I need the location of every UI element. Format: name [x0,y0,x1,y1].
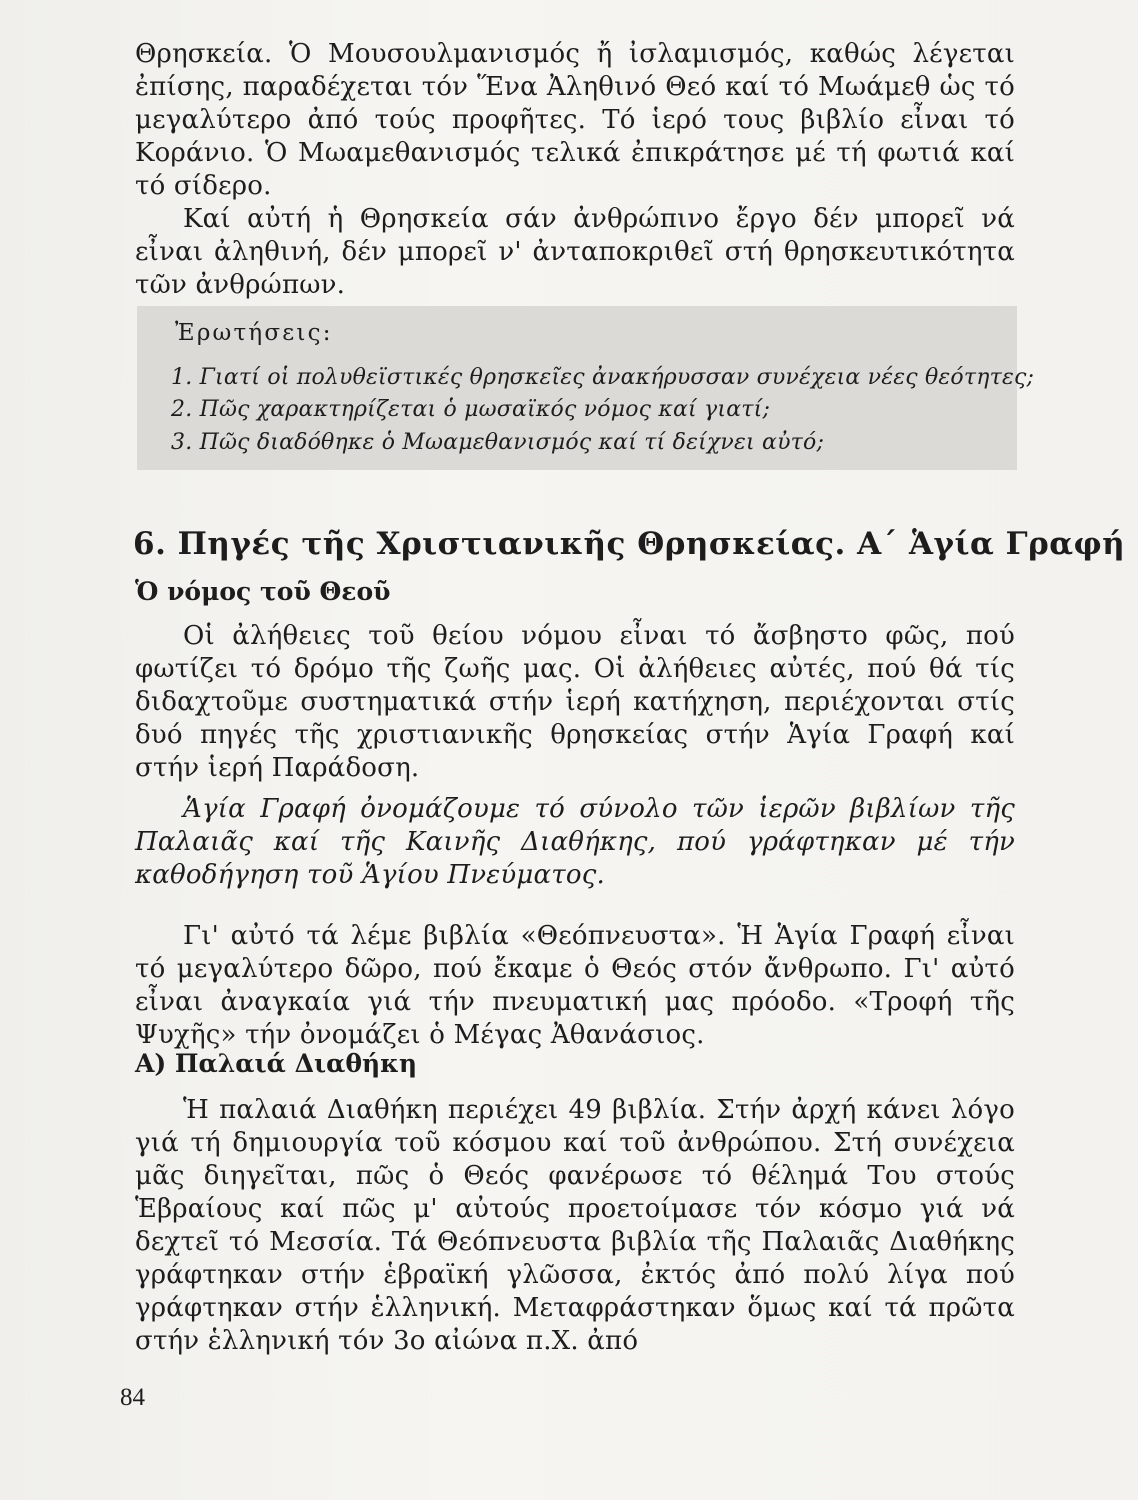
definition-paragraph: Ἁγία Γραφή ὀνομάζουμε τό σύνολο τῶν ἱερῶν βιβλίων τῆς Παλαιᾶς καί τῆς Καινῆς Διαθήκης, πού γράφτηκαν μέ τήν καθοδήγηση τοῦ Ἁγίου Πνεύματος. [135,794,1015,890]
question-item: 1. Γιατί οἱ πολυθεϊστικές θρησκεῖες ἀνακήρυσσαν συνέχεια νέες θεότητες; [171,365,1035,390]
old-testament-heading: Α) Παλαιά Διαθήκη [135,1049,418,1078]
section-paragraph-2: Γι' αὐτό τά λέμε βιβλία «Θεόπνευστα». Ἡ Ἁγία Γραφή εἶναι τό μεγαλύτερο δῶρο, πού ἔκαμε ὁ Θεός στόν ἄνθρωπο. Γι' αὐτό εἶναι ἀναγκαία γιά τήν πνευματική μας πρόοδο. «Τροφή τῆς Ψυχῆς» τήν ὀνομάζει ὁ Μέγας Ἀθανάσιος. [135,921,1015,1050]
intro-paragraph-2: Καί αὐτή ἡ Θρησκεία σάν ἀνθρώπινο ἔργο δέν μπορεῖ νά εἶναι ἀληθινή, δέν μπορεῖ ν' ἀνταποκριθεῖ στή θρησκευτικότητα τῶν ἀνθρώπων. [135,204,1015,300]
question-item: 3. Πῶς διαδόθηκε ὁ Μωαμεθανισμός καί τί δείχνει αὐτό; [171,430,825,455]
old-testament-text [135,1094,1015,1358]
questions-box [137,306,1035,470]
old-testament-paragraph: Ἡ παλαιά Διαθήκη περιέχει 49 βιβλία. Στήν ἀρχή κάνει λόγο γιά τή δημιουργία τοῦ κόσμου καί τοῦ ἀνθρώπου. Στή συνέχεια μᾶς διηγεῖται, πῶς ὁ Θεός φανέρωσε τό θέλημά Του στούς Ἑβραίους καί πῶς μ' αὐτούς προετοίμασε τόν κόσμο γιά νά δεχτεῖ τό Μεσσία. Τά Θεόπνευστα βιβλία τῆς Παλαιᾶς Διαθήκης γράφτηκαν στήν ἑβραϊκή γλῶσσα, ἐκτός ἀπό πολύ λίγα πού γράφτηκαν στήν ἑλληνική. Μεταφράστηκαν ὅμως καί τά πρῶτα στήν ἑλληνική τόν 3ο αἰώνα π.Χ. ἀπό [135,1095,1015,1356]
question-item: 2. Πῶς χαρακτηρίζεται ὁ μωσαϊκός νόμος καί γιατί; [171,397,771,422]
section-subheading: Ὁ νόμος τοῦ Θεοῦ [135,577,391,606]
intro-paragraph-1: Θρησκεία. Ὁ Μουσουλμανισμός ἤ ἰσλαμισμός, καθώς λέγεται ἐπίσης, παραδέχεται τόν Ἕνα Ἀληθινό Θεό καί τό Μωάμεθ ὡς τό μεγαλύτερο ἀπό τούς προφῆτες. Τό ἱερό τους βιβλίο εἶναι τό Κοράνιο. Ὁ Μωαμεθανισμός τελικά ἐπικράτησε μέ τή φωτιά καί τό σίδερο. [135,39,1015,201]
questions-title: Ἐρωτήσεις: [175,320,333,346]
intro-text [135,38,1015,302]
section-heading: 6. Πηγές τῆς Χριστιανικῆς Θρησκείας. Α΄ Ἁγία Γραφή [133,526,1126,562]
page-number: 84 [120,1384,145,1411]
section-text [135,620,1015,1052]
section-paragraph-1: Οἱ ἀλήθειες τοῦ θείου νόμου εἶναι τό ἄσβηστο φῶς, πού φωτίζει τό δρόμο τῆς ζωῆς μας. Οἱ ἀλήθειες αὐτές, πού θά τίς διδαχτοῦμε συστηματικά στήν ἱερή κατήχηση, περιέχονται στίς δυό πηγές τῆς χριστιανικῆς θρησκείας στήν Ἁγία Γραφή καί στήν ἱερή Παράδοση. [135,621,1015,783]
